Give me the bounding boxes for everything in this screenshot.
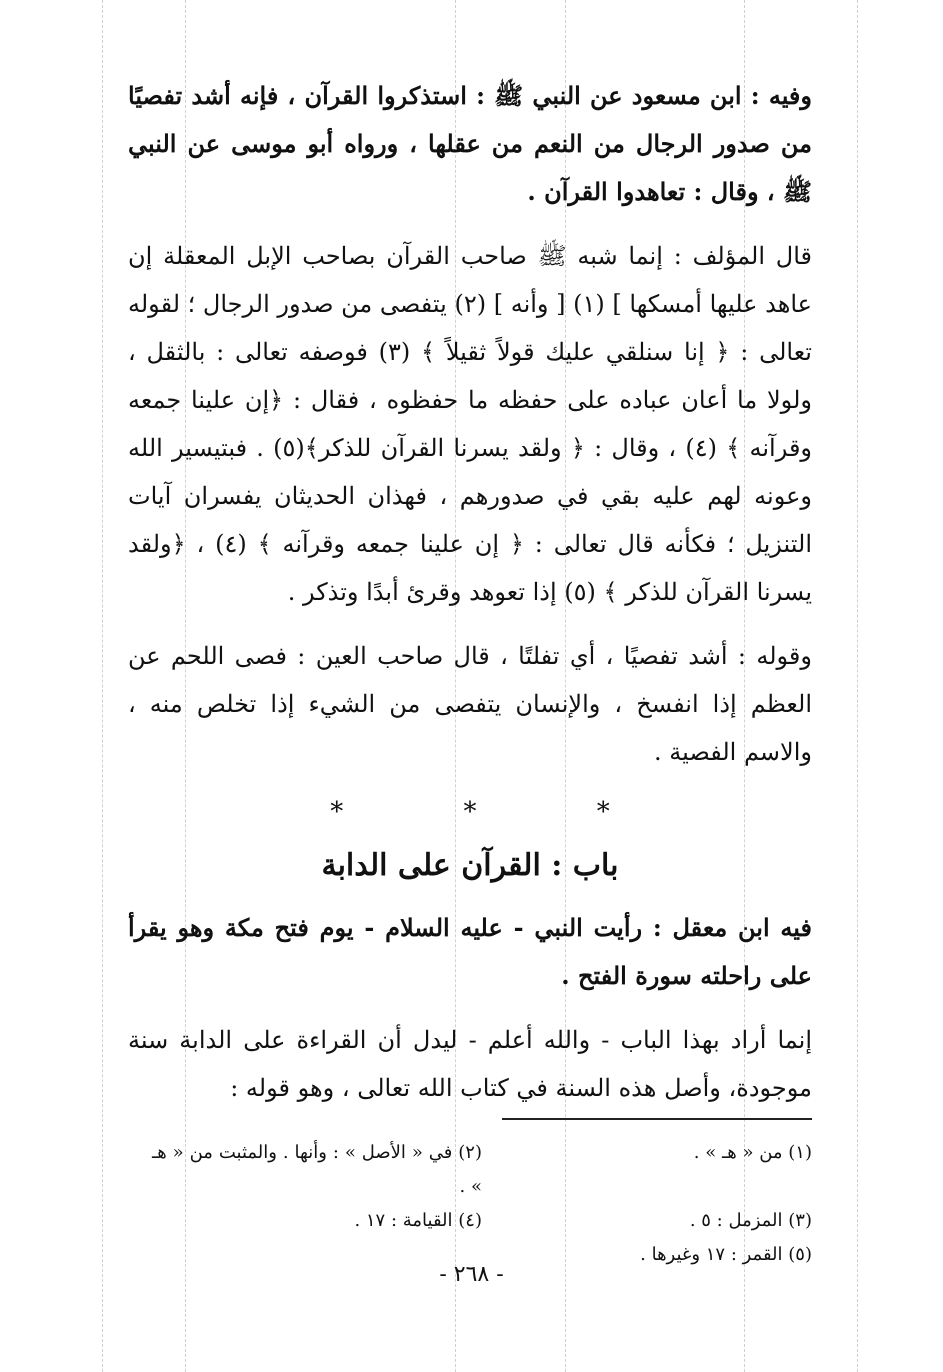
footnote: (٣) المزمل : ٥ . (689, 1210, 812, 1231)
footnote-divider (502, 1118, 812, 1120)
scan-guide-line (102, 0, 103, 1372)
section-separator: * * * (330, 797, 666, 827)
scan-guide-line (857, 0, 858, 1372)
page-number: - ٢٦٨ - (439, 1262, 504, 1287)
main-text (128, 72, 812, 1272)
footnote: (١) من « هـ » . (693, 1142, 812, 1163)
hadith-paragraph: فيه ابن معقل : رأيت النبي - عليه السلام - يوم فتح مكة وهو يقرأ على راحلته سورة الفتح . (128, 913, 812, 990)
chapter-heading: باب : القرآن على الدابة (321, 848, 619, 883)
footnote: (٥) القمر : ١٧ وغيرها . (640, 1244, 812, 1265)
footnote: (٤) القيامة : ١٧ . (354, 1210, 482, 1231)
footnote-row (128, 1136, 812, 1204)
footnotes (128, 1136, 812, 1272)
commentary-paragraph: قال المؤلف : إنما شبه ﷺ صاحب القرآن بصاحب الإبل المعقلة إن عاهد عليها أمسكها ] (١) [ وأنه ] (٢) يتفصى من صدور الرجال ؛ لقوله تعالى : ﴿ إنا سنلقي عليك قولاً ثقيلاً ﴾ (٣) فوصفه تعالى : بالثقل ، ولولا ما أعان عباده على حفظه ما حفظوه ، فقال : ﴿إن علينا جمعه وقرآنه ﴾ (٤) ، وقال : ﴿ ولقد يسرنا القرآن للذكر﴾(٥) . فبتيسير الله وعونه لهم عليه بقي في صدورهم ، فهذان الحديثان يفسران آيات التنزيل ؛ فكأنه قال تعالى : ﴿ إن علينا جمعه وقرآنه ﴾ (٤) ، ﴿ولقد يسرنا القرآن للذكر ﴾ (٥) إذا تعوهد وقرئ أبدًا وتذكر . (128, 242, 813, 606)
commentary-paragraph: إنما أراد بهذا الباب - والله أعلم - ليدل أن القراءة على الدابة سنة موجودة، وأصل هذه السنة في كتاب الله تعالى ، وهو قوله : (128, 1026, 812, 1102)
footnote-row (128, 1204, 812, 1238)
definition-paragraph: وقوله : أشد تفصيًا ، أي تفلتًا ، قال صاحب العين : فصى اللحم عن العظم إذا انفسخ ، والإنسان يتفصى من الشيء إذا تخلص منه ، والاسم الفصية . (128, 642, 812, 766)
hadith-paragraph: وفيه : ابن مسعود عن النبي ﷺ : استذكروا القرآن ، فإنه أشد تفصيًا من صدور الرجال من النعم من عقلها ، ورواه أبو موسى عن النبي ﷺ ، وقال : تعاهدوا القرآن . (128, 81, 812, 206)
footnote: (٢) في « الأصل » : وأنها . والمثبت من « هـ » . (152, 1142, 482, 1197)
